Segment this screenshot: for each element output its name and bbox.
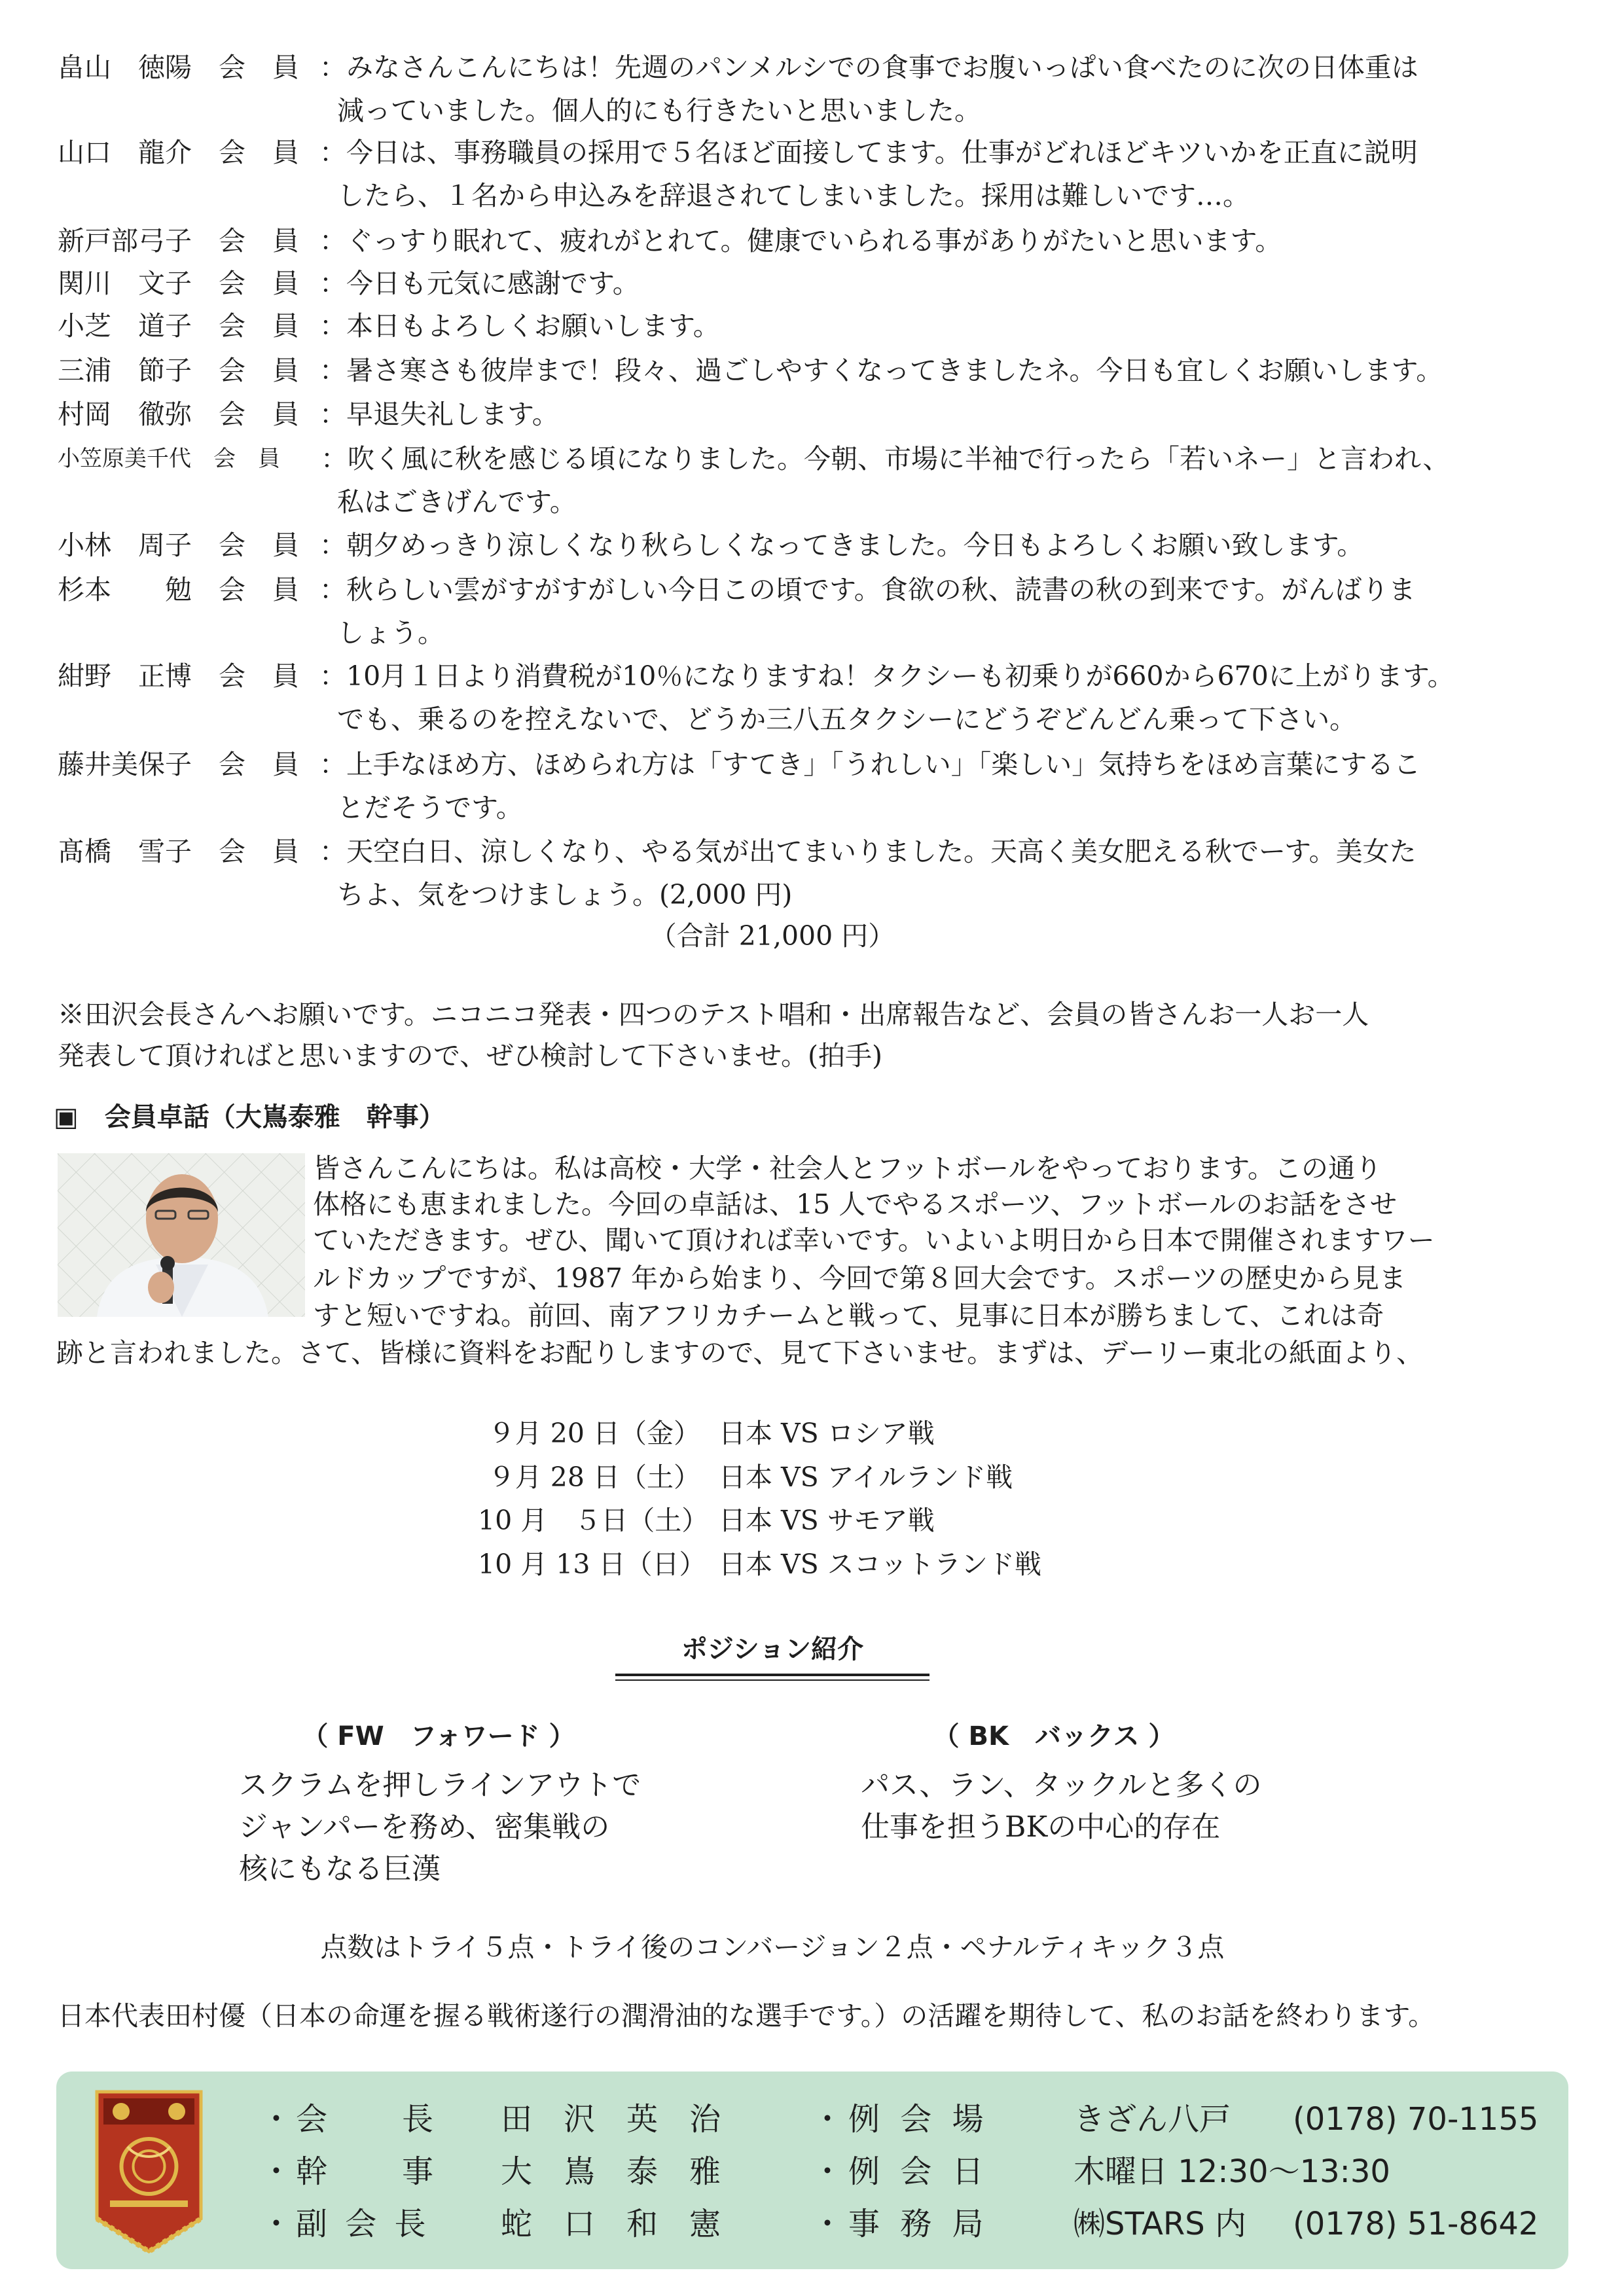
note-line-1: ※田沢会長さんへお願いです。ニコニコ発表・四つのテスト唱和・出席報告など、会員の皆さんお一人お一人 — [58, 999, 1369, 1030]
member-name: 畠山 徳陽 会 員 — [58, 52, 299, 83]
total-amount: （合計 21,000 円） — [649, 920, 895, 952]
member-message: ：早退失礼します。 — [319, 399, 559, 430]
closing-text: 日本代表田村優（日本の命運を握る戦術遂行の潤滑油的な選手です。）の活躍を期待して、私のお話を終わります。 — [58, 2000, 1435, 2032]
member-message: ：暑さ寒さも彼岸まで！段々、過ごしやすくなってきましたネ。今日も宜しくお願いします。 — [319, 355, 1443, 386]
match-date: ９月 20 日（金） — [488, 1418, 700, 1449]
member-message: ：吹く風に秋を感じる頃になりました。今朝、市場に半袖で行ったら「若いネー」と言われ、 — [321, 443, 1450, 475]
footer-value: 木曜日 12:30〜13:30 — [1074, 2153, 1390, 2190]
match-date: 10 月 ５日（土） — [478, 1505, 709, 1536]
member-message-cont: しょう。 — [337, 617, 444, 649]
footer-value: ㈱STARS 内 — [1074, 2206, 1246, 2242]
footer-phone: (0178) 70-1155 — [1293, 2101, 1539, 2138]
fw-line: ジャンパーを務め、密集戦の — [239, 1810, 610, 1844]
speech-line: 跡と言われました。さて、皆様に資料をお配りしますので、見て下さいませ。まずは、デーリー東北の紙面より、 — [56, 1337, 1424, 1369]
title-underline-secondary — [615, 1679, 929, 1681]
member-name: 紺野 正博 会 員 — [58, 660, 299, 692]
member-name: 村岡 徹弥 会 員 — [58, 399, 299, 430]
member-message: ：秋らしい雲がすがすがしい今日この頃です。食欲の秋、読書の秋の到来です。がんばりま — [319, 574, 1416, 605]
footer-role: ・会 長 — [261, 2101, 438, 2138]
member-message: ：朝夕めっきり涼しくなり秋らしくなってきました。今日もよろしくお願い致します。 — [319, 529, 1364, 561]
footer-label: ・例 会 日 — [812, 2153, 989, 2190]
member-name: 関川 文子 会 員 — [58, 268, 299, 299]
footer-phone: (0178) 51-8642 — [1293, 2206, 1539, 2242]
member-message: ：上手なほめ方、ほめられ方は「すてき」「うれしい」「楽しい」気持ちをほめ言葉にするこ — [319, 749, 1421, 780]
footer-role: ・幹 事 — [261, 2153, 438, 2190]
member-message: ：本日もよろしくお願いします。 — [319, 310, 720, 342]
bk-title: （ BK バックス ） — [933, 1721, 1175, 1751]
member-name: 新戸部弓子 会 員 — [58, 225, 299, 257]
title-underline — [615, 1674, 929, 1676]
positions-title: ポジション紹介 — [681, 1634, 864, 1664]
fw-title: （ FW フォワード ） — [302, 1721, 575, 1751]
member-message-cont: ちよ、気をつけましょう。(2,000 円) — [337, 879, 793, 910]
footer-officer-name: 田 沢 英 治 — [501, 2101, 721, 2138]
footer-value: きざん八戸 — [1074, 2101, 1231, 2138]
member-name: 藤井美保子 会 員 — [58, 749, 299, 780]
member-name: 三浦 節子 会 員 — [58, 355, 299, 386]
bk-line: 仕事を担うBKの中心的存在 — [861, 1810, 1221, 1844]
match-date: 10 月 13 日（日） — [478, 1549, 706, 1580]
member-name: 髙橋 雪子 会 員 — [58, 836, 299, 867]
pennant-icon — [92, 2088, 206, 2259]
speech-line: ルドカップですが、1987 年から始まり、今回で第８回大会です。スポーツの歴史から見ま — [313, 1263, 1407, 1294]
member-name: 山口 龍介 会 員 — [58, 137, 299, 168]
member-name: 小芝 道子 会 員 — [58, 310, 299, 342]
member-message-cont: 減っていました。個人的にも行きたいと思いました。 — [337, 95, 981, 126]
match-name: 日本 VS サモア戦 — [719, 1505, 935, 1536]
speech-line: ていただきます。ぜひ、聞いて頂ければ幸いです。いよいよ明日から日本で開催されますワー — [313, 1225, 1435, 1256]
footer-role: ・副 会 長 — [261, 2206, 430, 2242]
speech-line: 体格にも恵まれました。今回の卓話は、15 人でやるスポーツ、フットボールのお話をさせ — [313, 1189, 1397, 1220]
member-message: ：今日は、事務職員の採用で５名ほど面接してます。仕事がどれほどキツいかを正直に説明 — [319, 137, 1418, 168]
member-message: ：天空白日、涼しくなり、やる気が出てまいりました。天高く美女肥える秋でーす。美女た — [319, 836, 1416, 867]
footer-officer-name: 蛇 口 和 憲 — [501, 2206, 721, 2242]
member-name: 小林 周子 会 員 — [58, 529, 299, 561]
match-date: ９月 28 日（土） — [488, 1462, 700, 1493]
member-message: ：今日も元気に感謝です。 — [319, 268, 640, 299]
match-name: 日本 VS スコットランド戦 — [719, 1549, 1041, 1580]
fw-line: スクラムを押しラインアウトで — [239, 1768, 641, 1802]
footer-label: ・事 務 局 — [812, 2206, 989, 2242]
note-line-2: 発表して頂ければと思いますので、ぜひ検討して下さいませ。(拍手) — [58, 1040, 882, 1071]
speech-line: すと短いですね。前回、南アフリカチームと戦って、見事に日本が勝ちまして、これは奇 — [313, 1300, 1384, 1331]
score-text: 点数はトライ５点・トライ後のコンバージョン２点・ペナルティキック３点 — [320, 1931, 1225, 1963]
member-message-cont: 私はごきげんです。 — [337, 486, 577, 518]
member-message: ：10月１日より消費税が10％になりますね！タクシーも初乗りが660から670に上がります。 — [319, 660, 1454, 692]
footer-officer-name: 大 嶌 泰 雅 — [501, 2153, 721, 2190]
match-name: 日本 VS アイルランド戦 — [719, 1462, 1013, 1493]
match-name: 日本 VS ロシア戦 — [719, 1418, 935, 1449]
footer-label: ・例 会 場 — [812, 2101, 989, 2138]
speech-line: 皆さんこんにちは。私は高校・大学・社会人とフットボールをやっております。この通り — [313, 1153, 1382, 1184]
speaker-photo-image — [58, 1153, 305, 1317]
member-message-cont: でも、乗るのを控えないで、どうか三八五タクシーにどうぞどんどん乗って下さい。 — [337, 704, 1357, 735]
member-message: ：みなさんこんにちは！先週のパンメルシでの食事でお腹いっぱい食べたのに次の日体重は — [319, 52, 1418, 83]
member-message-cont: とだそうです。 — [337, 792, 523, 823]
club-pennant — [92, 2088, 206, 2259]
member-name: 杉本 勉 会 員 — [58, 574, 299, 605]
member-message: ：ぐっすり眠れて、疲れがとれて。健康でいられる事がありがたいと思います。 — [319, 225, 1282, 257]
speaker-photo — [58, 1153, 305, 1317]
fw-line: 核にもなる巨漢 — [239, 1852, 441, 1886]
bk-line: パス、ラン、タックルと多くの — [861, 1768, 1262, 1802]
speech-heading: ▣ 会員卓話（大嶌泰雅 幹事） — [54, 1102, 445, 1132]
member-name: 小笠原美千代 会 員 — [58, 446, 280, 472]
member-message-cont: したら、１名から申込みを辞退されてしまいました。採用は難しいです…。 — [337, 180, 1250, 211]
